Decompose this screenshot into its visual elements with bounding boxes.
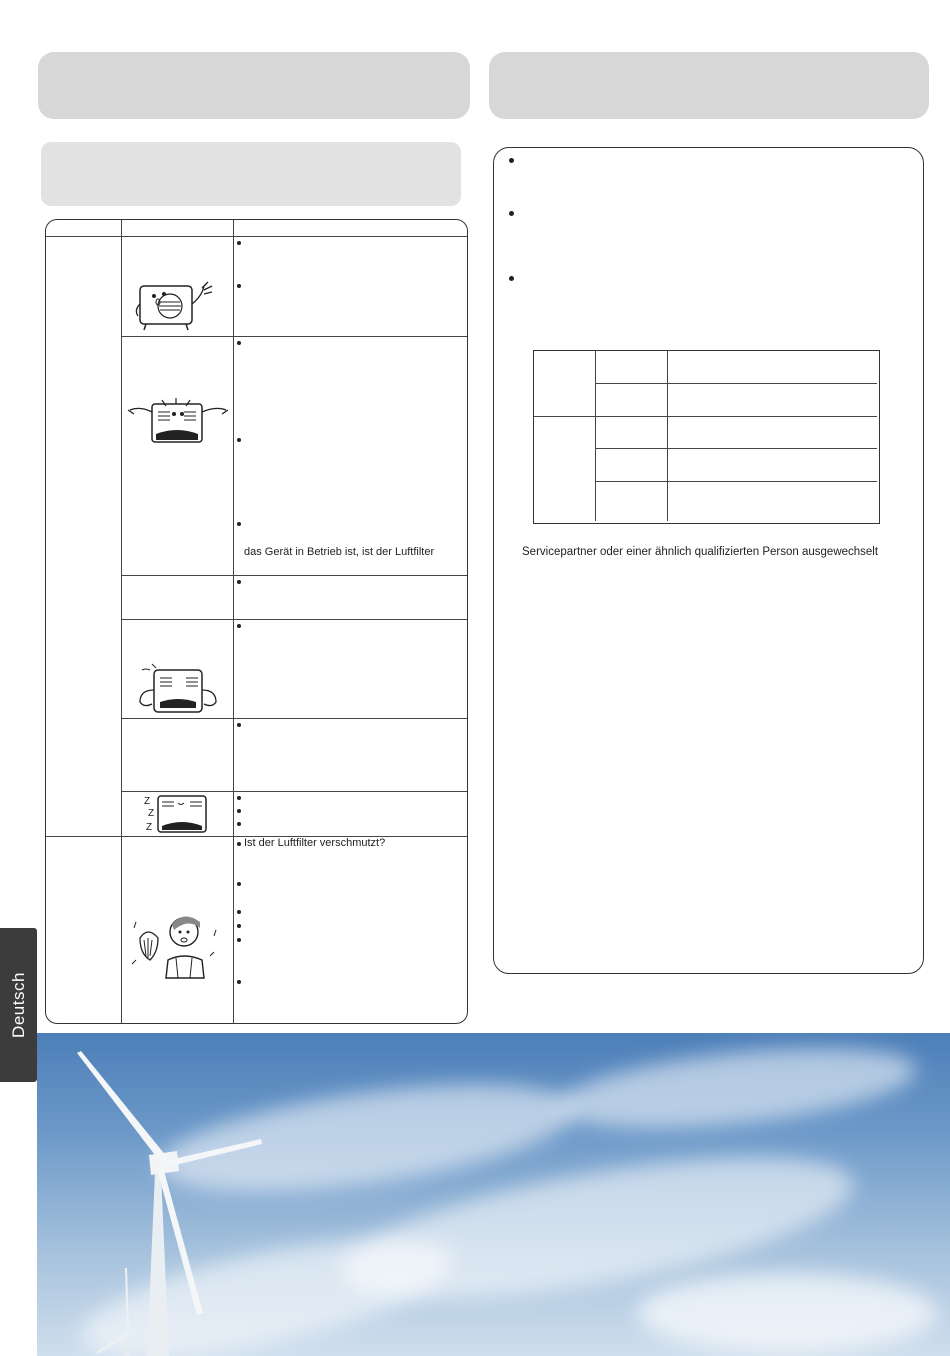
wind-turbine-icon: [37, 1033, 950, 1356]
unit-waving-stop-icon: [132, 274, 220, 332]
filter-note-text: das Gerät in Betrieb ist, ist der Luftfilter: [244, 546, 435, 558]
service-note: Servicepartner oder einer ähnlich qualifizierten Person ausgewechselt: [522, 546, 879, 558]
spec-table: [533, 350, 880, 524]
unit-sleeping-icon: [142, 794, 212, 834]
svg-text:Z: Z: [148, 808, 155, 819]
unit-shivering-icon: [134, 660, 222, 718]
svg-text:Z: Z: [146, 822, 153, 833]
unit-confused-icon: [126, 398, 230, 446]
left-subheader-band: [41, 142, 461, 206]
left-header-band: [38, 52, 470, 119]
person-sweating-fan-icon: [128, 908, 220, 980]
filter-dirty-question: Ist der Luftfilter verschmutzt?: [244, 837, 386, 849]
wind-turbine-photo: [37, 1033, 950, 1356]
svg-text:Z: Z: [144, 796, 151, 807]
language-tab-label: Deutsch: [8, 972, 28, 1038]
troubleshooting-table: [45, 219, 468, 1024]
right-info-panel: [493, 147, 924, 974]
language-tab[interactable]: [0, 928, 37, 1082]
right-header-band: [489, 52, 929, 119]
